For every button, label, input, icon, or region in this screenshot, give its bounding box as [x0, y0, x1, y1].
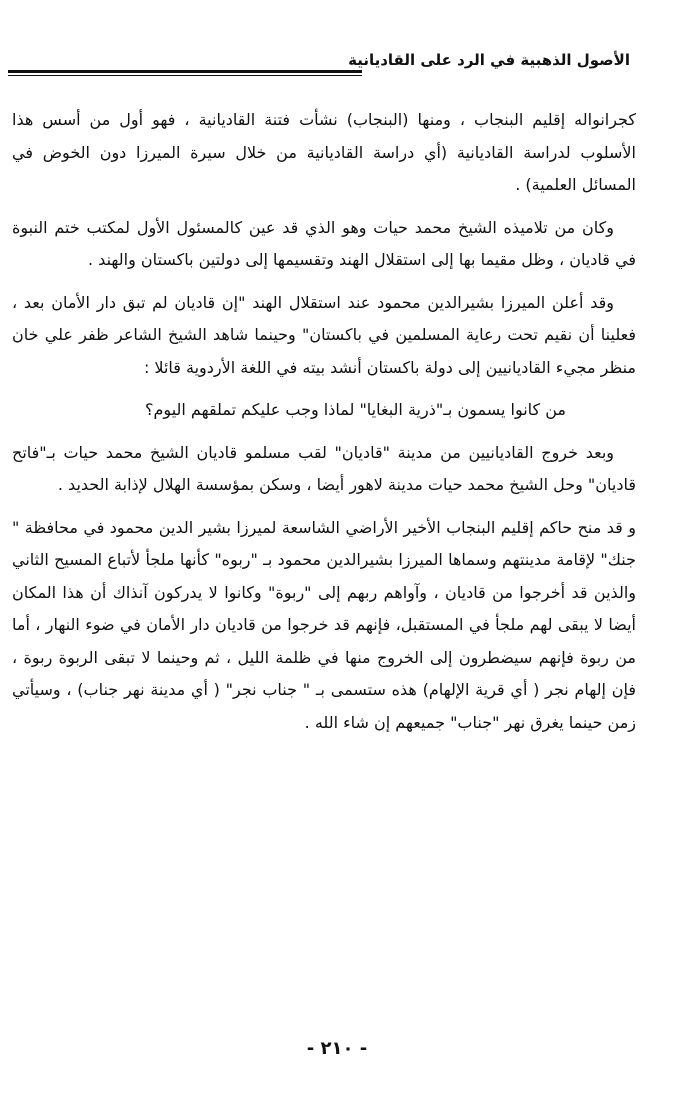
paragraph-2: وكان من تلاميذه الشيخ محمد حيات وهو الذي قد عين كالمسئول الأول لمكتب ختم النبوة في قاديان ، وظل مقيما بها إلى استقلال الهند وتقسيمها إلى دولتين باكستان والهند .: [12, 217, 636, 269]
body-text: [12, 104, 636, 749]
poem-verse: من كانوا يسمون بـ"ذرية البغايا" لماذا وجب عليكم تملقهم اليوم؟: [145, 400, 566, 419]
page-number: - ٢١٠ -: [306, 1038, 368, 1059]
paragraph-3: وقد أعلن الميرزا بشيرالدين محمود عند استقلال الهند "إن قاديان لم تبق دار الأمان بعد ، فعلينا أن نقيم تحت رعاية المسلمين في باكستان" وحينما شاهد الشيخ الشاعر ظفر علي خان منظر مجيء القاديانيين إلى دولة باكستان أنشد بيته في اللغة الأردوية قائلا :: [12, 292, 636, 377]
paragraph-1: كجرانواله إقليم البنجاب ، ومنها (البنجاب) نشأت فتنة القاديانية ، فهو أول من أسس هذا الأسلوب لدراسة القاديانية (أي دراسة القاديانية من خلال سيرة الميرزا دون الخوض في المسائل العلمية) .: [12, 110, 636, 194]
header-rule-thin: [8, 75, 362, 76]
paragraph-4: وبعد خروج القاديانيين من مدينة "قاديان" لقب مسلمو قاديان الشيخ محمد حيات بـ"فاتح قاديان" وحل الشيخ محمد حيات مدينة لاهور أيضا ، وسكن بمؤسسة الهلال لإذابة الحديد .: [12, 442, 636, 494]
header-rule: [8, 70, 362, 73]
running-header-title: الأصول الذهبية في الرد على القاديانية: [348, 51, 630, 69]
paragraph-5: و قد منح حاكم إقليم البنجاب الأخير الأراضي الشاسعة لميرزا بشير الدين محمود في محافظة " جنك" لإقامة مدينتهم وسماها الميرزا بشيرالدين محمود بـ "ربوه" كأنها ملجأ لأتباع المسيح الثاني والذين قد أخرجوا من قاديان ، وآواهم ربهم إلى "ربوة" وكانوا لا يدركون آنذاك أن هذا المكان أيضا لا يبقى لهم ملجأ في المستقبل، فإنهم قد خرجوا من قاديان دار الأمان في ضوء النهار ، أما من ربوة فإنهم سيضطرون إلى الخروج منها في ظلمة الليل ، ثم وحينما لا تبقى الربوة ربوة ، فإن إلهام نجر ( أي قرية الإلهام) هذه ستسمى بـ " جناب نجر" ( أي مدينة نهر جناب) ، وسيأتي زمن حينما يغرق نهر "جناب" جميعهم إن شاء الله .: [12, 517, 636, 732]
